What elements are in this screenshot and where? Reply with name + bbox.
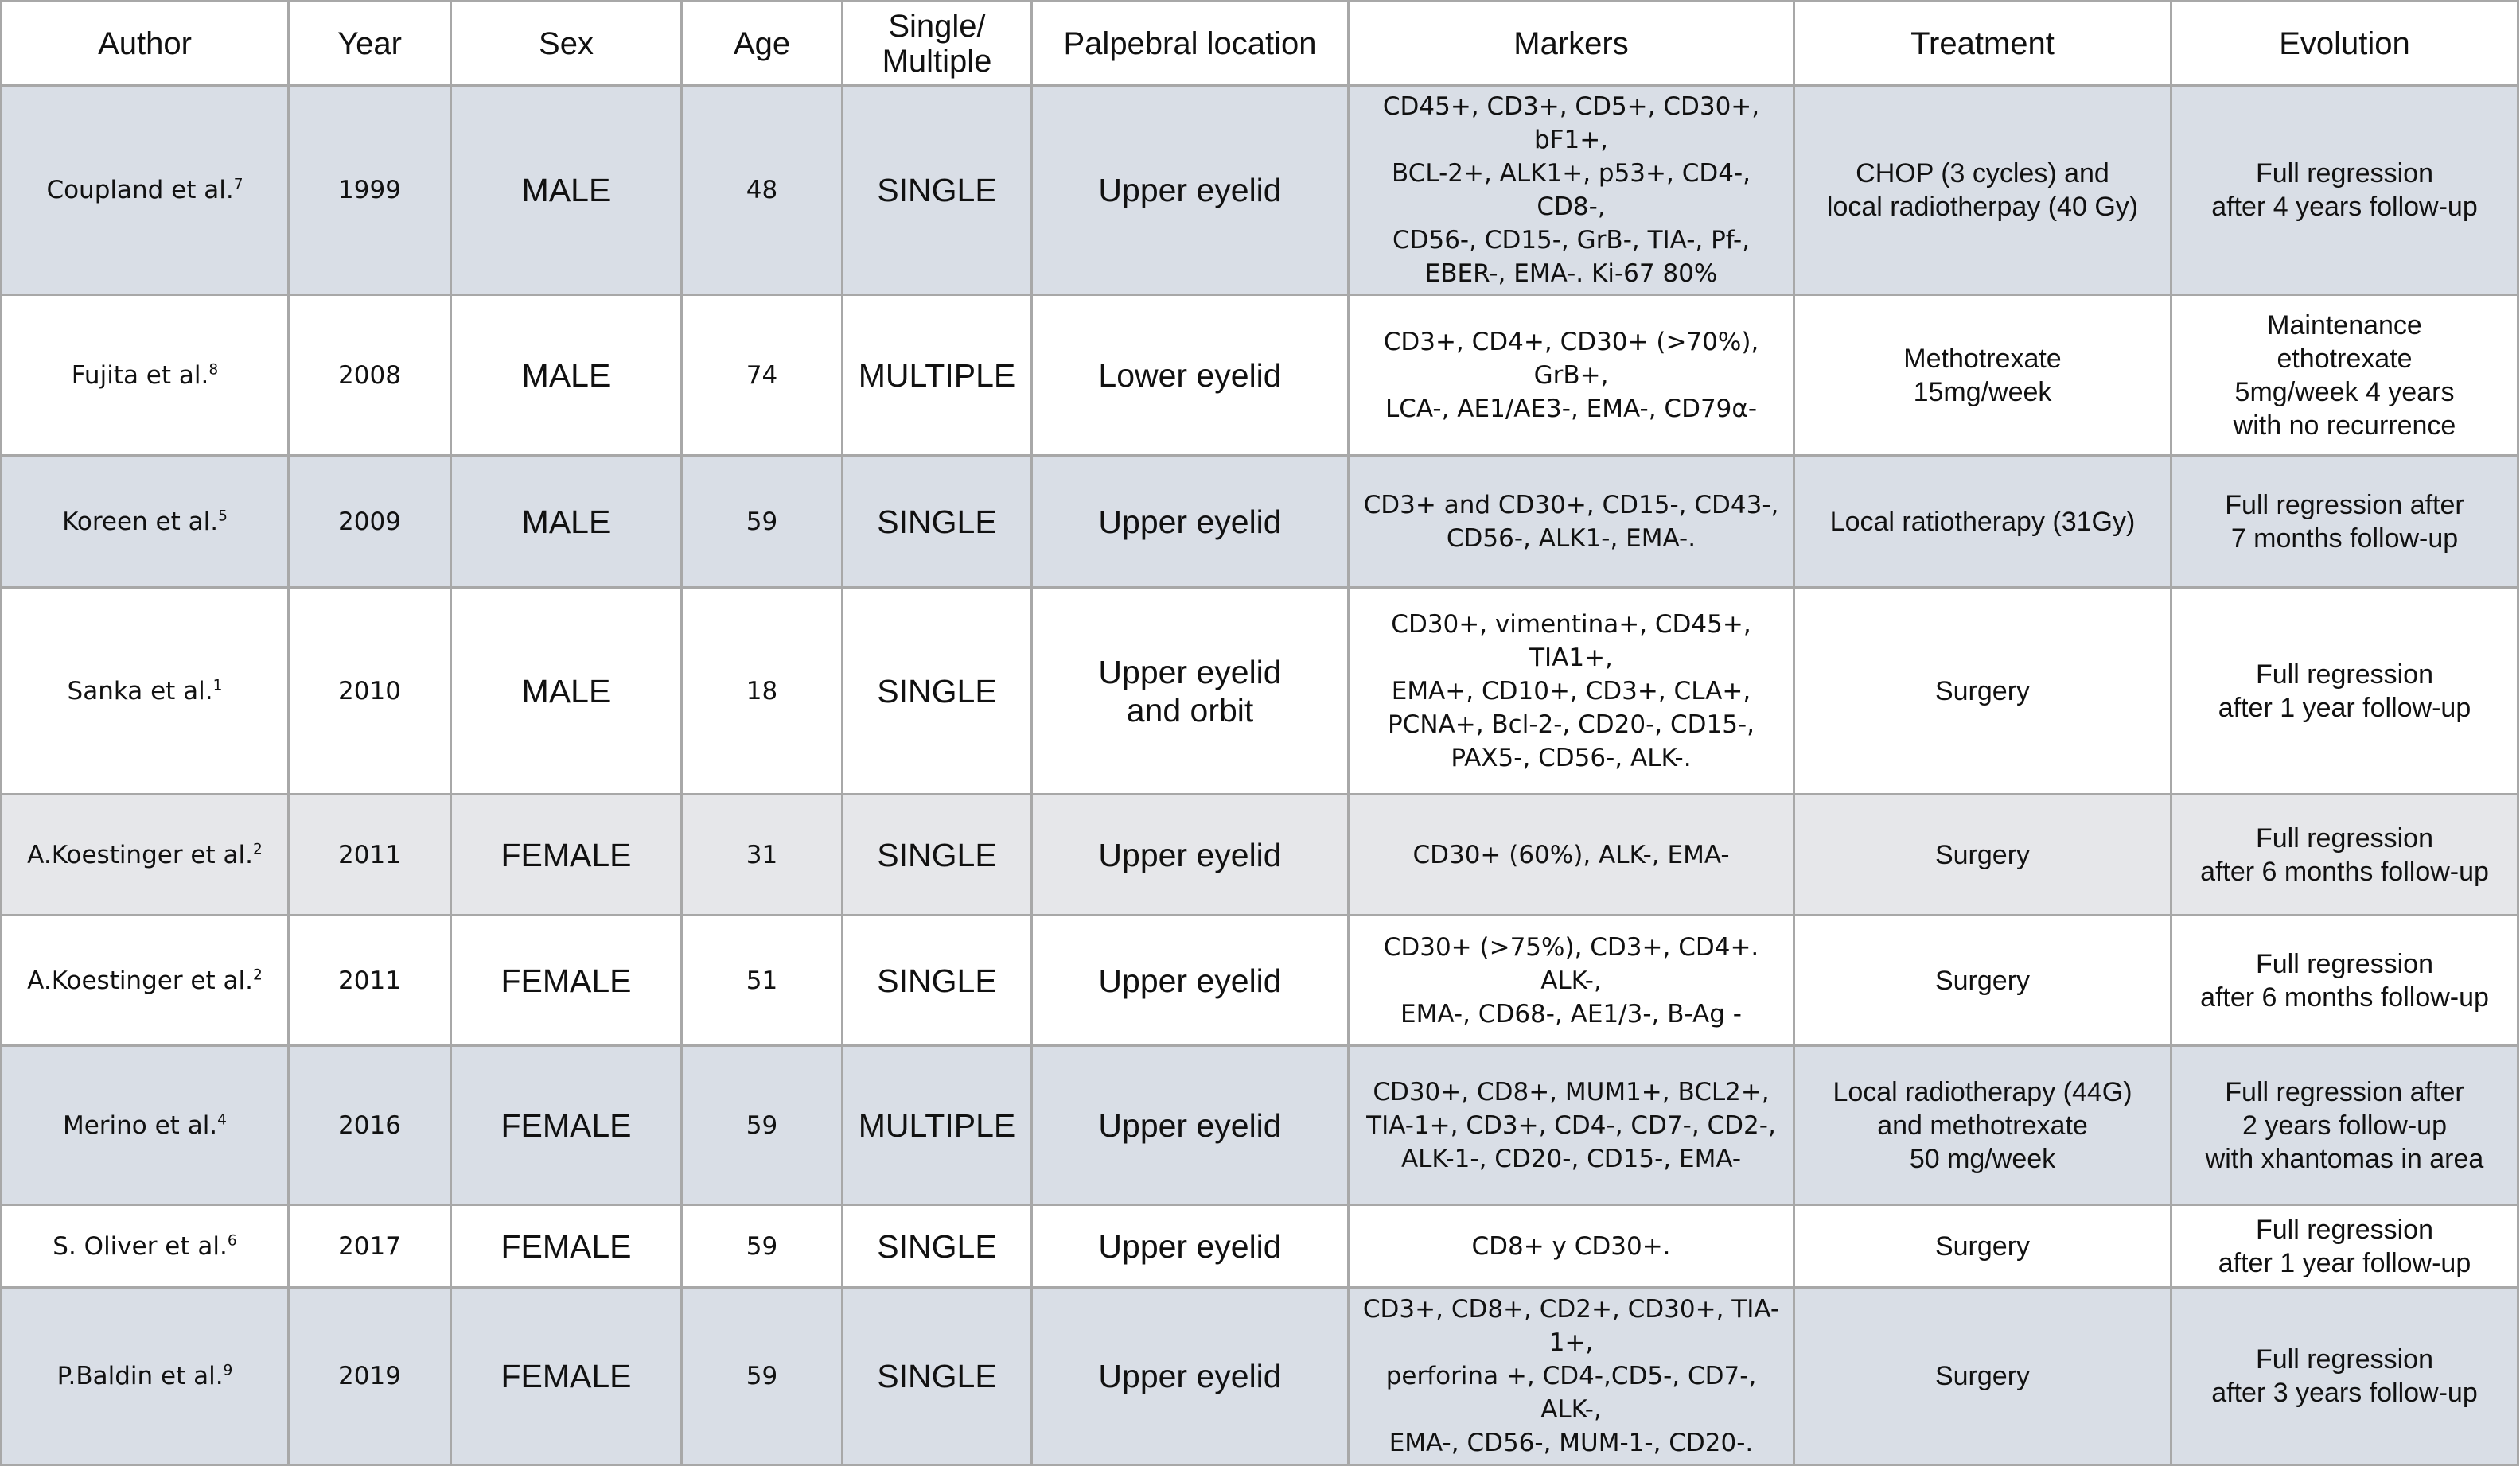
age-cell: 31 (682, 795, 843, 916)
reference-number: 9 (223, 1362, 233, 1379)
table-row (2, 1288, 2518, 1465)
location-cell: Upper eyelid (1032, 916, 1349, 1046)
single-multiple-cell: SINGLE (843, 456, 1032, 588)
treatment-cell: Local ratiotherapy (31Gy) (1794, 456, 2171, 588)
treatment-cell: Surgery (1794, 795, 2171, 916)
sex-cell: FEMALE (451, 1046, 682, 1205)
sex-cell: MALE (451, 588, 682, 795)
reference-number: 8 (208, 361, 219, 379)
reference-number: 1 (212, 677, 223, 694)
sex-cell: FEMALE (451, 916, 682, 1046)
treatment-cell: Methotrexate 15mg/week (1794, 295, 2171, 456)
evolution-cell: Full regression after 6 months follow-up (2171, 916, 2518, 1046)
sex-cell: MALE (451, 456, 682, 588)
reference-number: 5 (218, 507, 228, 525)
header-age: Age (682, 2, 843, 86)
age-cell: 74 (682, 295, 843, 456)
author-cell (2, 1205, 289, 1288)
location-cell: Lower eyelid (1032, 295, 1349, 456)
header-palpebral-location: Palpebral location (1032, 2, 1349, 86)
age-cell: 18 (682, 588, 843, 795)
location-cell: Upper eyelid (1032, 86, 1349, 295)
markers-cell: CD45+, CD3+, CD5+, CD30+, bF1+, BCL-2+, ALK1+, p53+, CD4-, CD8-, CD56-, CD15-, GrB-, TIA-, Pf-, EBER-, EMA-. Ki-67 80% (1349, 86, 1794, 295)
header-markers: Markers (1349, 2, 1794, 86)
evolution-cell: Full regression after 1 year follow-up (2171, 588, 2518, 795)
single-multiple-cell: SINGLE (843, 795, 1032, 916)
year-cell: 1999 (289, 86, 451, 295)
single-multiple-cell: SINGLE (843, 86, 1032, 295)
evolution-cell: Full regression after 7 months follow-up (2171, 456, 2518, 588)
author-name: S. Oliver et al. (53, 1231, 228, 1261)
treatment-cell: Local radiotherapy (44G) and methotrexate 50 mg/week (1794, 1046, 2171, 1205)
markers-cell: CD3+, CD8+, CD2+, CD30+, TIA-1+, perforina +, CD4-,CD5-, CD7-, ALK-, EMA-, CD56-, MUM-1-, CD20-. (1349, 1288, 1794, 1465)
table-row (2, 86, 2518, 295)
treatment-cell: Surgery (1794, 588, 2171, 795)
evolution-cell: Full regression after 1 year follow-up (2171, 1205, 2518, 1288)
author-name: A.Koestinger et al. (27, 840, 253, 869)
year-cell: 2010 (289, 588, 451, 795)
header-evolution: Evolution (2171, 2, 2518, 86)
author-name: Fujita et al. (71, 360, 209, 390)
table-row (2, 916, 2518, 1046)
table-row (2, 295, 2518, 456)
reference-number: 2 (252, 966, 263, 984)
single-multiple-cell: MULTIPLE (843, 295, 1032, 456)
year-cell: 2009 (289, 456, 451, 588)
sex-cell: FEMALE (451, 1288, 682, 1465)
evolution-cell: Full regression after 4 years follow-up (2171, 86, 2518, 295)
age-cell: 51 (682, 916, 843, 1046)
sex-cell: FEMALE (451, 1205, 682, 1288)
author-cell (2, 1046, 289, 1205)
age-cell: 59 (682, 1205, 843, 1288)
age-cell: 48 (682, 86, 843, 295)
age-cell: 59 (682, 1288, 843, 1465)
author-cell (2, 588, 289, 795)
evolution-cell: Full regression after 3 years follow-up (2171, 1288, 2518, 1465)
markers-cell: CD3+ and CD30+, CD15-, CD43-, CD56-, ALK1-, EMA-. (1349, 456, 1794, 588)
header-treatment: Treatment (1794, 2, 2171, 86)
year-cell: 2017 (289, 1205, 451, 1288)
markers-cell: CD30+, vimentina+, CD45+, TIA1+, EMA+, CD10+, CD3+, CLA+, PCNA+, Bcl-2-, CD20-, CD15-, PAX5-, CD56-, ALK-. (1349, 588, 1794, 795)
author-cell (2, 86, 289, 295)
header-single-multiple: Single/ Multiple (843, 2, 1032, 86)
author-name: Sanka et al. (67, 676, 213, 706)
table-row (2, 456, 2518, 588)
author-cell (2, 456, 289, 588)
single-multiple-cell: SINGLE (843, 588, 1032, 795)
markers-cell: CD30+ (>75%), CD3+, CD4+. ALK-, EMA-, CD68-, AE1/3-, B-Ag - (1349, 916, 1794, 1046)
treatment-cell: Surgery (1794, 916, 2171, 1046)
year-cell: 2016 (289, 1046, 451, 1205)
author-name: A.Koestinger et al. (27, 966, 253, 995)
author-cell (2, 795, 289, 916)
table-row (2, 1205, 2518, 1288)
sex-cell: MALE (451, 295, 682, 456)
single-multiple-cell: SINGLE (843, 916, 1032, 1046)
author-name: Koreen et al. (62, 507, 219, 536)
location-cell: Upper eyelid (1032, 795, 1349, 916)
treatment-cell: Surgery (1794, 1288, 2171, 1465)
author-name: Merino et al. (62, 1110, 218, 1140)
markers-cell: CD3+, CD4+, CD30+ (>70%), GrB+, LCA-, AE1/AE3-, EMA-, CD79α- (1349, 295, 1794, 456)
table-row (2, 1046, 2518, 1205)
treatment-cell: CHOP (3 cycles) and local radiotherpay (40 Gy) (1794, 86, 2171, 295)
age-cell: 59 (682, 1046, 843, 1205)
year-cell: 2008 (289, 295, 451, 456)
single-multiple-cell: SINGLE (843, 1288, 1032, 1465)
table-row (2, 588, 2518, 795)
single-multiple-cell: MULTIPLE (843, 1046, 1032, 1205)
author-cell (2, 1288, 289, 1465)
author-name: Coupland et al. (46, 176, 234, 204)
location-cell: Upper eyelid (1032, 1205, 1349, 1288)
reference-number: 6 (227, 1232, 237, 1250)
evolution-cell: Maintenance ethotrexate 5mg/week 4 years with no recurrence (2171, 295, 2518, 456)
header-sex: Sex (451, 2, 682, 86)
location-cell: Upper eyelid and orbit (1032, 588, 1349, 795)
location-cell: Upper eyelid (1032, 1288, 1349, 1465)
location-cell: Upper eyelid (1032, 1046, 1349, 1205)
sex-cell: MALE (451, 86, 682, 295)
author-cell (2, 916, 289, 1046)
table-row (2, 795, 2518, 916)
markers-cell: CD8+ y CD30+. (1349, 1205, 1794, 1288)
header-author: Author (2, 2, 289, 86)
author-name: P.Baldin et al. (56, 1362, 224, 1390)
year-cell: 2011 (289, 795, 451, 916)
evolution-cell: Full regression after 2 years follow-up with xhantomas in area (2171, 1046, 2518, 1205)
location-cell: Upper eyelid (1032, 456, 1349, 588)
reference-number: 4 (217, 1111, 228, 1129)
reference-number: 2 (252, 841, 263, 858)
reference-number: 7 (233, 176, 243, 193)
age-cell: 59 (682, 456, 843, 588)
header-row (2, 2, 2518, 86)
year-cell: 2019 (289, 1288, 451, 1465)
markers-cell: CD30+ (60%), ALK-, EMA- (1349, 795, 1794, 916)
author-cell (2, 295, 289, 456)
markers-cell: CD30+, CD8+, MUM1+, BCL2+, TIA-1+, CD3+, CD4-, CD7-, CD2-, ALK-1-, CD20-, CD15-, EMA- (1349, 1046, 1794, 1205)
year-cell: 2011 (289, 916, 451, 1046)
evolution-cell: Full regression after 6 months follow-up (2171, 795, 2518, 916)
treatment-cell: Surgery (1794, 1205, 2171, 1288)
header-year: Year (289, 2, 451, 86)
single-multiple-cell: SINGLE (843, 1205, 1032, 1288)
sex-cell: FEMALE (451, 795, 682, 916)
